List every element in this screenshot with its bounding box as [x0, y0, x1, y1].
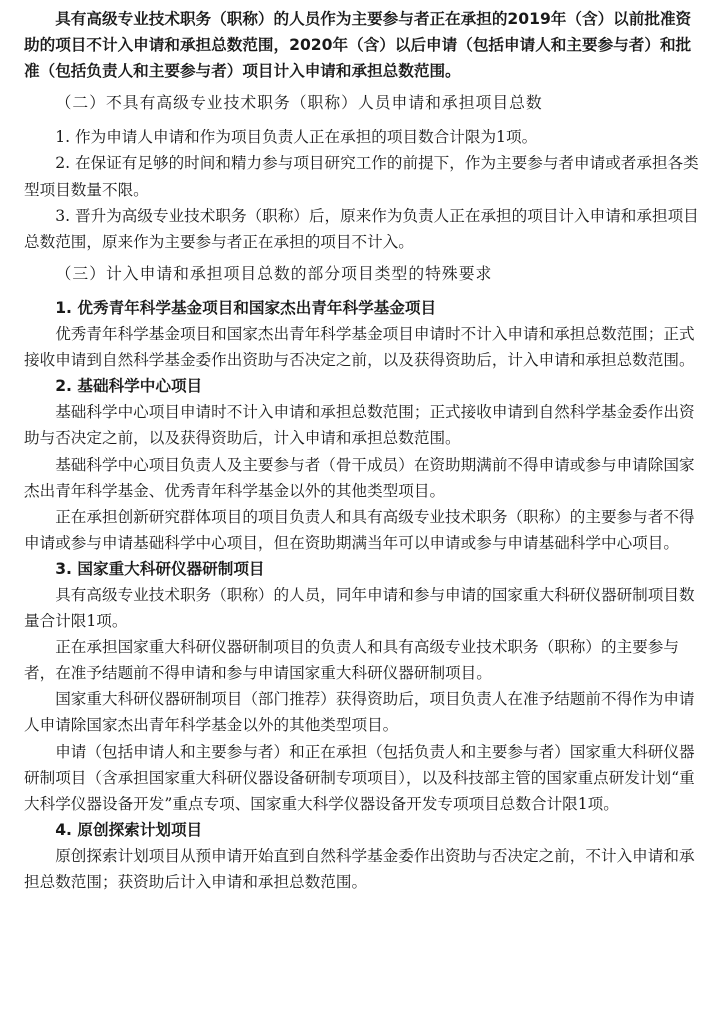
subsection-2-paragraph-3: 正在承担创新研究群体项目的项目负责人和具有高级专业技术职务（职称）的主要参与者不得申请或参与申请基础科学中心项目，但在资助期满当年可以申请或参与申请基础科学中心项目。: [24, 507, 695, 552]
subsection-3-paragraph-1: 具有高级专业技术职务（职称）的人员，同年申请和参与申请的国家重大科研仪器研制项目数量合计限1项。: [24, 585, 695, 631]
section-3-heading: （三）计入申请和承担项目总数的部分项目类型的特殊要求: [55, 263, 493, 283]
subsection-3-paragraph-4: 申请（包括申请人和主要参与者）和正在承担（包括负责人和主要参与者）国家重大科研仪器研制项目（含承担国家重大科研仪器设备研制专项项目），以及科技部主管的国家重点研发计划“重大科学仪器设备开发”重点专项、国家重大科学仪器设备开发专项项目总数合计限1项。: [24, 742, 695, 813]
subsection-2-paragraph-1: 基础科学中心项目申请时不计入申请和承担总数范围；正式接收申请到自然科学基金委作出资助与否决定之前，以及获得资助后，计入申请和承担总数范围。: [24, 403, 695, 448]
subsection-3-title: 3. 国家重大科研仪器研制项目: [55, 559, 265, 578]
subsection-1-title: 1. 优秀青年科学基金项目和国家杰出青年科学基金项目: [55, 298, 437, 317]
section-2-item-3: 3. 晋升为高级专业技术职务（职称）后，原来作为负责人正在承担的项目计入申请和承担项目总数范围，原来作为主要参与者正在承担的项目不计入。: [24, 206, 699, 251]
subsection-2-title: 2. 基础科学中心项目: [55, 377, 203, 396]
intro-paragraph: 具有高级专业技术职务（职称）的人员作为主要参与者正在承担的2019年（含）以前批准资助的项目不计入申请和承担总数范围，2020年（含）以后申请（包括申请人和主要参与者）和批准（包括负责人和主要参与者）项目计入申请和承担总数范围。: [24, 10, 692, 81]
subsection-4-paragraph: 原创探索计划项目从预申请开始直到自然科学基金委作出资助与否决定之前，不计入申请和承担总数范围；获资助后计入申请和承担总数范围。: [24, 846, 695, 891]
section-2-item-1: 1. 作为申请人申请和作为项目负责人正在承担的项目数合计限为1项。: [55, 128, 538, 147]
subsection-2-paragraph-2: 基础科学中心项目负责人及主要参与者（骨干成员）在资助期满前不得申请或参与申请除国家杰出青年科学基金、优秀青年科学基金以外的其他类型项目。: [24, 455, 695, 500]
subsection-4-title: 4. 原创探索计划项目: [55, 820, 203, 839]
subsection-3-paragraph-3: 国家重大科研仪器研制项目（部门推荐）获得资助后，项目负责人在准予结题前不得作为申请人申请除国家杰出青年科学基金以外的其他类型项目。: [24, 690, 695, 735]
section-2-heading: （二）不具有高级专业技术职务（职称）人员申请和承担项目总数: [55, 93, 543, 113]
subsection-3-paragraph-2: 正在承担国家重大科研仪器研制项目的负责人和具有高级专业技术职务（职称）的主要参与者，在准予结题前不得申请和参与申请国家重大科研仪器研制项目。: [24, 638, 679, 683]
subsection-1-paragraph: 优秀青年科学基金项目和国家杰出青年科学基金项目申请时不计入申请和承担总数范围；正式接收申请到自然科学基金委作出资助与否决定之前，以及获得资助后，计入申请和承担总数范围。: [24, 325, 695, 370]
section-2-item-2: 2. 在保证有足够的时间和精力参与项目研究工作的前提下，作为主要参与者申请或者承担各类型项目数量不限。: [24, 154, 699, 199]
